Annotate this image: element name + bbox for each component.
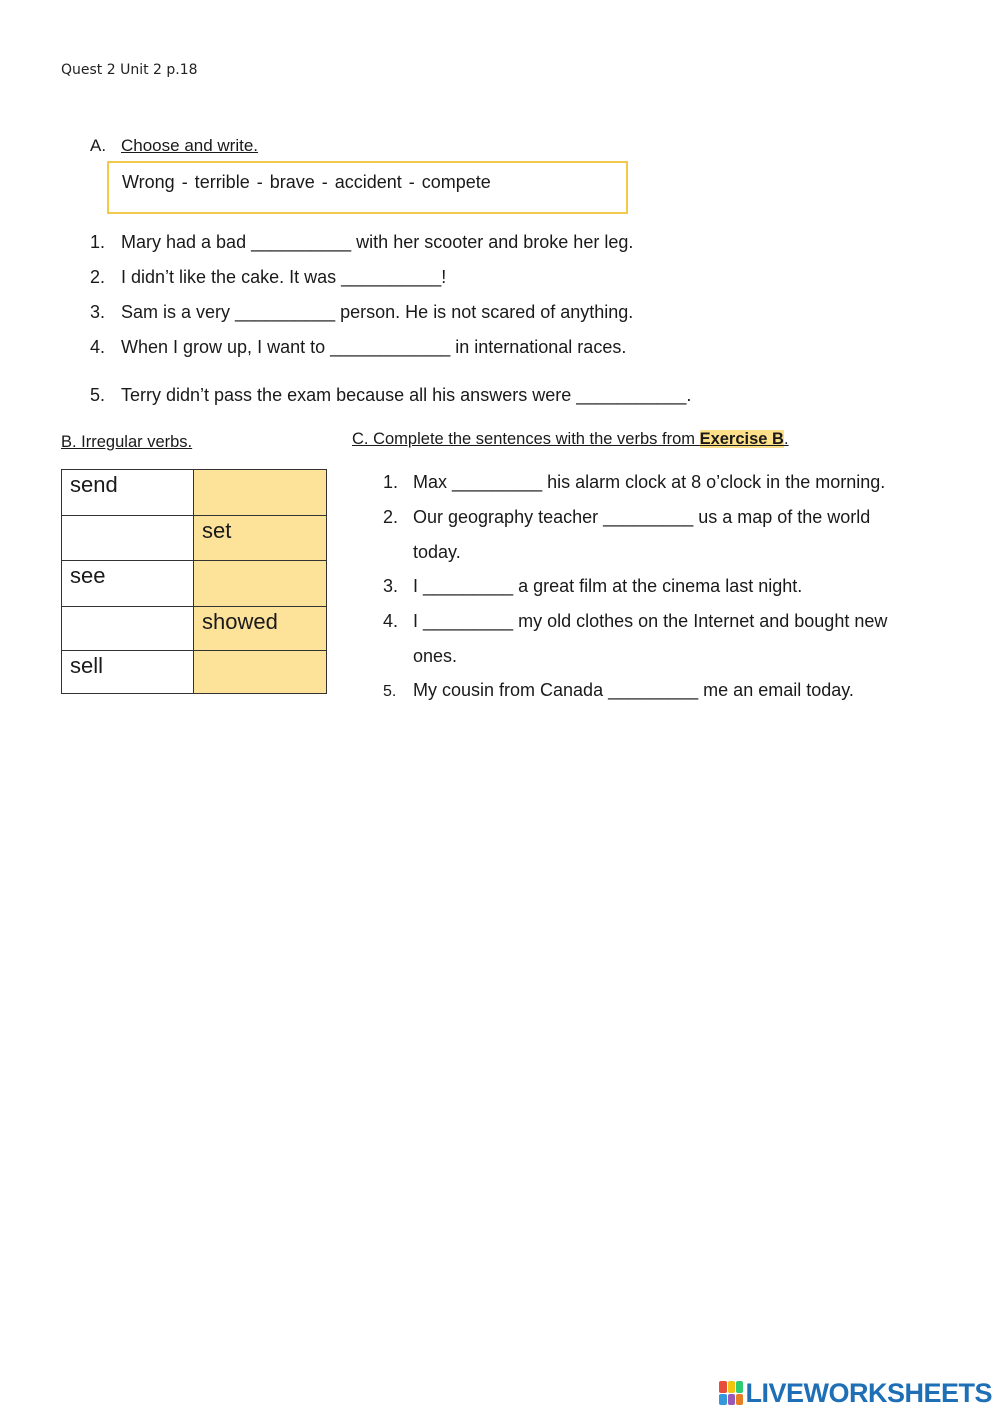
base-cell: sell xyxy=(62,651,194,694)
item-number: 4. xyxy=(383,611,399,631)
page-header: Quest 2 Unit 2 p.18 xyxy=(61,62,198,78)
table-row xyxy=(62,470,327,516)
section-a-letter: A. xyxy=(90,136,107,155)
table-row xyxy=(62,651,327,694)
item-text: Max _________ his alarm clock at 8 o’clock in the morning. xyxy=(413,472,886,492)
past-cell: showed xyxy=(194,607,327,651)
item-number: 1. xyxy=(90,232,106,252)
list-item xyxy=(90,232,633,253)
item-text-continued: today. xyxy=(413,542,461,562)
item-text: Our geography teacher _________ us a map of the world xyxy=(413,507,871,527)
word-bank: Wrong - terrible - brave - accident - compete xyxy=(107,161,628,214)
item-text: My cousin from Canada _________ me an email today. xyxy=(413,680,854,700)
section-b-title: B. Irregular verbs. xyxy=(61,433,193,451)
base-cell: see xyxy=(62,561,194,607)
past-cell[interactable] xyxy=(194,651,327,694)
section-c-title xyxy=(352,430,789,449)
item-text: When I grow up, I want to ____________ in international races. xyxy=(121,337,627,357)
list-item xyxy=(90,267,446,288)
section-c-title-suffix: . xyxy=(783,430,789,448)
list-item xyxy=(383,507,871,562)
section-a-title xyxy=(90,136,258,156)
item-text: I _________ a great film at the cinema last night. xyxy=(413,576,803,596)
brand-text: LIVEWORKSHEETS xyxy=(745,1377,992,1408)
item-text: Terry didn’t pass the exam because all his answers were ___________. xyxy=(121,385,692,405)
liveworksheets-brand[interactable] xyxy=(719,1378,992,1408)
list-item xyxy=(383,611,888,666)
item-number: 2. xyxy=(383,507,399,527)
logo-tile xyxy=(719,1381,726,1393)
item-text: Mary had a bad __________ with her scooter and broke her leg. xyxy=(121,232,634,252)
logo-tile xyxy=(719,1394,726,1406)
item-text: I _________ my old clothes on the Internet and bought new xyxy=(413,611,888,631)
logo-tile xyxy=(728,1394,735,1406)
base-cell[interactable] xyxy=(62,607,194,651)
past-cell: set xyxy=(194,516,327,561)
base-cell: send xyxy=(62,470,194,516)
logo-tile xyxy=(728,1381,735,1393)
section-c-title-highlight: Exercise B xyxy=(699,430,784,448)
past-cell[interactable] xyxy=(194,561,327,607)
item-text-continued: ones. xyxy=(413,646,458,666)
section-a-instruction: Choose and write. xyxy=(121,136,259,155)
past-cell[interactable] xyxy=(194,470,327,516)
item-text: Sam is a very __________ person. He is not scared of anything. xyxy=(121,302,634,322)
list-item xyxy=(90,337,626,358)
item-number: 5. xyxy=(383,683,397,700)
table-row xyxy=(62,516,327,561)
item-number: 2. xyxy=(90,267,106,287)
item-number: 3. xyxy=(383,576,399,596)
item-number: 4. xyxy=(90,337,106,357)
logo-tile xyxy=(736,1381,743,1393)
liveworksheets-logo-icon xyxy=(719,1381,743,1405)
section-c-title-prefix: C. Complete the sentences with the verbs from xyxy=(352,430,700,448)
item-number: 5. xyxy=(90,385,106,405)
logo-tile xyxy=(736,1394,743,1406)
item-number: 3. xyxy=(90,302,106,322)
item-number: 1. xyxy=(383,472,399,492)
list-item xyxy=(90,302,633,323)
list-item xyxy=(383,472,885,493)
item-text: I didn’t like the cake. It was __________! xyxy=(121,267,447,287)
list-item xyxy=(90,385,691,406)
table-row xyxy=(62,561,327,607)
irregular-verbs-table xyxy=(61,469,327,694)
base-cell[interactable] xyxy=(62,516,194,561)
list-item xyxy=(383,680,854,701)
table-row xyxy=(62,607,327,651)
list-item xyxy=(383,576,802,597)
